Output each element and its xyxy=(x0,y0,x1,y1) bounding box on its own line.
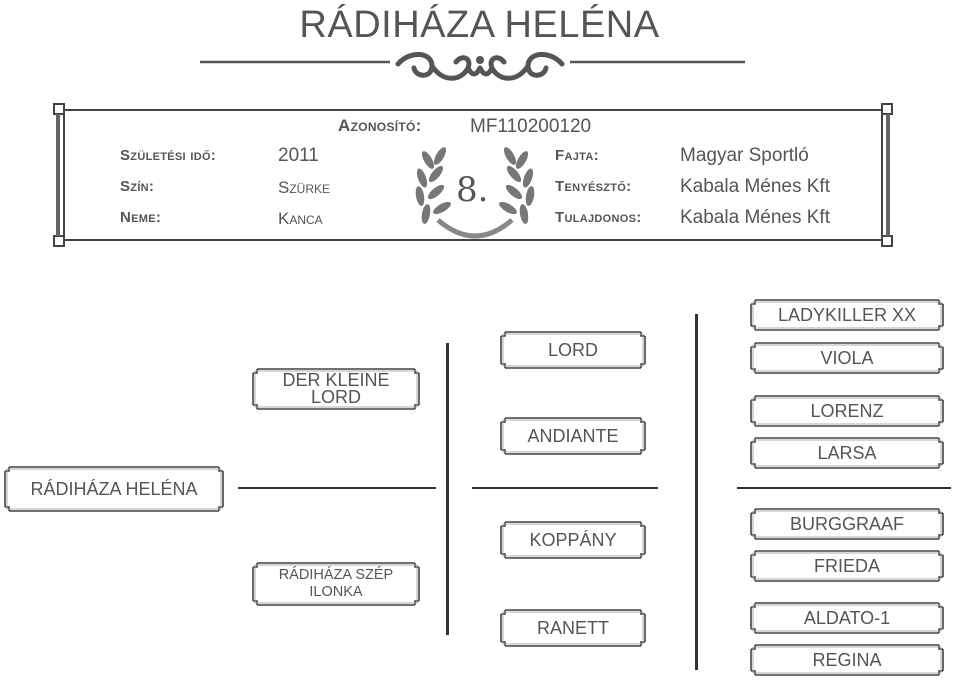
breeder-value: Kabala Ménes Kft xyxy=(680,176,830,197)
color-label: Szín: xyxy=(120,178,155,195)
birth-label: Születési idő: xyxy=(120,147,217,164)
ggp-box xyxy=(748,600,946,636)
dam-dam-box xyxy=(498,607,648,649)
sex-label: Neme: xyxy=(120,209,162,226)
subject-box xyxy=(2,464,226,514)
title-ornament xyxy=(200,50,760,90)
breed-value: Magyar Sportló xyxy=(680,145,809,166)
sex-value: Kanca xyxy=(278,209,323,228)
connector-line xyxy=(446,343,449,635)
ggp-name: VIOLA xyxy=(820,347,874,368)
dam-name: RÁDIHÁZA SZÉP ILONKA xyxy=(278,567,394,600)
breeder-label: Tenyésztő: xyxy=(555,178,632,195)
ggp-name: FRIEDA xyxy=(813,555,880,576)
ggp-name: LARSA xyxy=(817,442,877,463)
id-label: Azonosító: xyxy=(338,116,422,135)
sire-sire-name: LORD xyxy=(547,339,598,360)
connector-line xyxy=(472,487,658,489)
color-value: Szürke xyxy=(278,178,331,197)
connector-line xyxy=(695,314,698,670)
ggp-name: LORENZ xyxy=(810,400,884,421)
ggp-box xyxy=(748,393,946,429)
dam-dam-name: RANETT xyxy=(537,617,609,638)
dam-sire-name: KOPPÁNY xyxy=(529,529,617,550)
owner-label: Tulajdonos: xyxy=(555,209,642,226)
ggp-box xyxy=(748,297,946,333)
ggp-name: BURGGRAAF xyxy=(789,513,904,534)
ggp-name: REGINA xyxy=(812,649,882,670)
sire-dam-box xyxy=(498,415,648,457)
dam-box xyxy=(250,560,422,608)
dam-sire-box xyxy=(498,519,648,561)
subject-name: RÁDIHÁZA HELÉNA xyxy=(30,478,198,499)
ggp-box xyxy=(748,642,946,678)
id-value: MF110200120 xyxy=(470,116,592,137)
birth-value: 2011 xyxy=(278,145,319,166)
sire-sire-box xyxy=(498,329,648,371)
ggp-name: LADYKILLER XX xyxy=(777,304,917,325)
ggp-box xyxy=(748,548,946,584)
page-title: RÁDIHÁZA HELÉNA xyxy=(299,4,660,46)
ggp-box xyxy=(748,340,946,376)
rank-number: 8. xyxy=(456,170,489,210)
ggp-name: ALDATO-1 xyxy=(803,607,891,628)
sire-dam-name: ANDIANTE xyxy=(527,425,619,446)
breed-label: Fajta: xyxy=(555,147,599,164)
sire-box xyxy=(250,366,422,412)
connector-line xyxy=(238,487,436,489)
ggp-box xyxy=(748,435,946,471)
ggp-box xyxy=(748,506,946,542)
sire-name: DER KLEINE LORD xyxy=(282,370,390,407)
owner-value: Kabala Ménes Kft xyxy=(680,207,830,228)
connector-line xyxy=(737,487,951,489)
